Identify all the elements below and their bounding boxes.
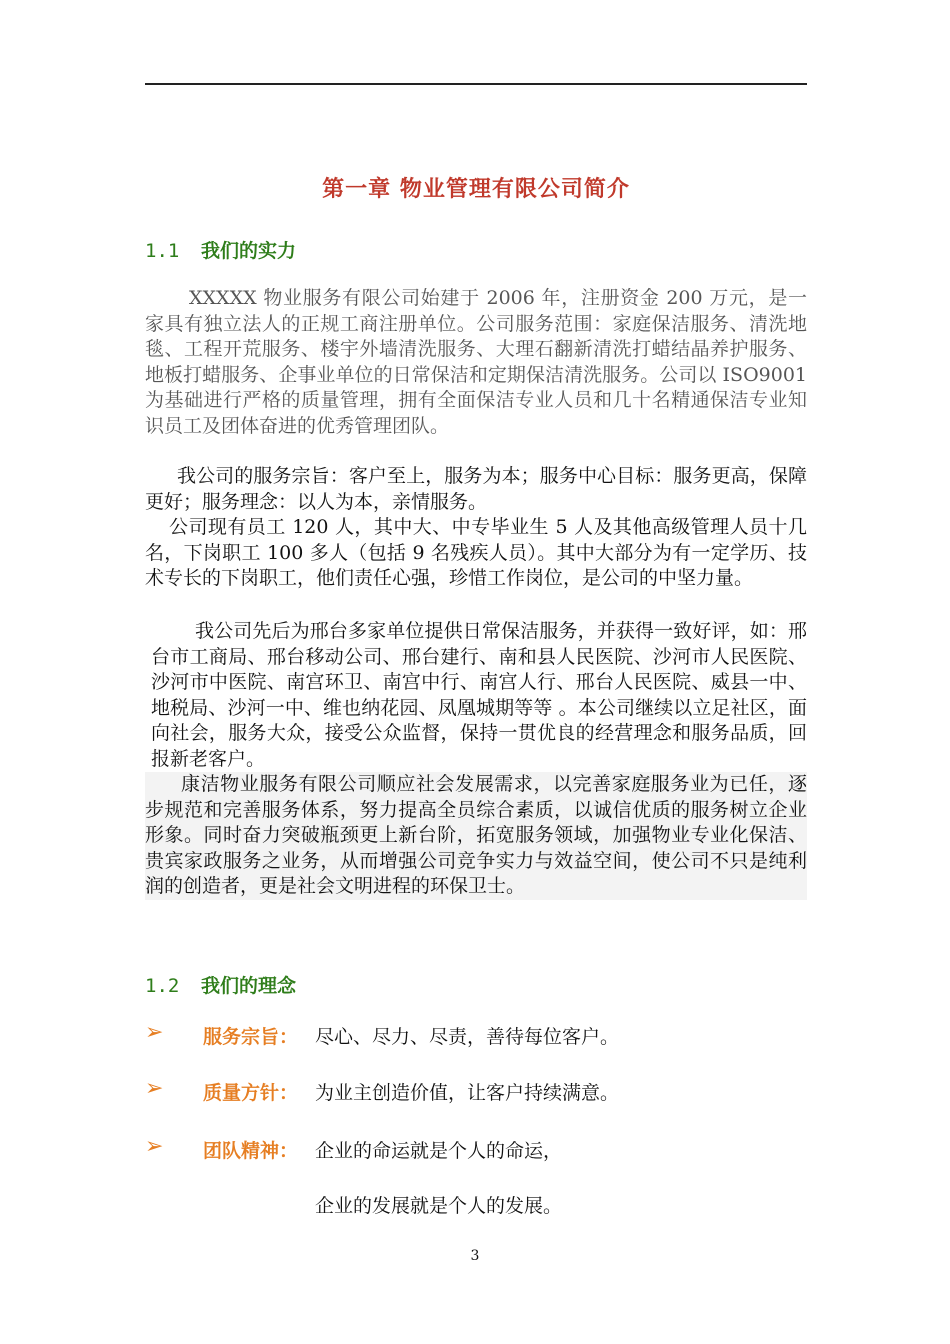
bullet-text: 尽心、尽力、尽责，善待每位客户。	[315, 1026, 620, 1048]
section-number: 1.2	[145, 975, 180, 997]
paragraph-strength: XXXXX 物业服务有限公司始建于 2006 年，注册资金 200 万元，是一家具有独立法人的正规工商注册单位。公司服务范围：家庭保洁服务、清洗地毯、工程开荒服务、楼宇外墙清洗服务、大理石翻新清洗打蜡结晶养护服务、地板打蜡服务、企事业单位的日常保洁和定期保洁清洗服务。公司以 ISO9001 为基础进行严格的质量管理，拥有全面保洁专业人员和几十名精通保洁专业知识员工及团体奋进的优秀管理团队。	[145, 287, 807, 437]
section-title: 我们的实力	[201, 240, 297, 262]
arrow-icon: ➢	[145, 1020, 164, 1045]
arrow-icon: ➢	[145, 1076, 164, 1101]
bullet-label: 团队精神：	[203, 1140, 299, 1162]
bullet-label: 服务宗旨：	[203, 1026, 299, 1048]
bullet-text: 为业主创造价值，让客户持续满意。	[315, 1082, 620, 1104]
bullet-continuation: 企业的发展就是个人的发展。	[315, 1195, 563, 1217]
paragraph-development: 康洁物业服务有限公司顺应社会发展需求，以完善家庭服务业为已任，逐步规范和完善服务体系，努力提高全员综合素质，以诚信优质的服务树立企业形象。同时奋力突破瓶颈更上新台阶，拓宽服务领域，加强物业专业化保洁、贵宾家政服务之业务，从而增强公司竞争实力与效益空间，使公司不只是纯利润的创造者，更是社会文明进程的环保卫士。	[145, 772, 807, 900]
page-number: 3	[470, 1248, 480, 1264]
section-heading-2	[145, 971, 296, 998]
paragraph-staff: 公司现有员工 120 人，其中大、中专毕业生 5 人及其他高级管理人员十几名，下岗职工 100 多人（包括 9 名残疾人员）。其中大部分为有一定学历、技术专长的下岗职工，他们责任心强，珍惜工作岗位，是公司的中坚力量。	[145, 516, 807, 589]
bullet-text: 企业的命运就是个人的命运，	[315, 1140, 563, 1162]
paragraph-service-principle: 我公司的服务宗旨：客户至上，服务为本；服务中心目标：服务更高，保障更好；服务理念：以人为本，亲情服务。	[145, 465, 807, 513]
bullet-label: 质量方针：	[203, 1082, 299, 1104]
header-rule	[145, 83, 807, 85]
section-number: 1.1	[145, 240, 180, 262]
paragraph-clients: 我公司先后为邢台多家单位提供日常保洁服务，并获得一致好评，如：邢台市工商局、邢台移动公司、邢台建行、南和县人民医院、沙河市人民医院、沙河市中医院、南宫环卫、南宫中行、南宫人行、邢台人民医院、威县一中、地税局、沙河一中、维也纳花园、凤凰城期等等 。本公司继续以立足社区，面向社会，服务大众，接受公众监督，保持一贯优良的经营理念和服务品质，回报新老客户。	[151, 620, 807, 770]
section-title: 我们的理念	[201, 975, 297, 997]
chapter-title: 第一章 物业管理有限公司简介	[322, 177, 630, 202]
arrow-icon: ➢	[145, 1134, 164, 1159]
section-heading-1	[145, 236, 296, 263]
